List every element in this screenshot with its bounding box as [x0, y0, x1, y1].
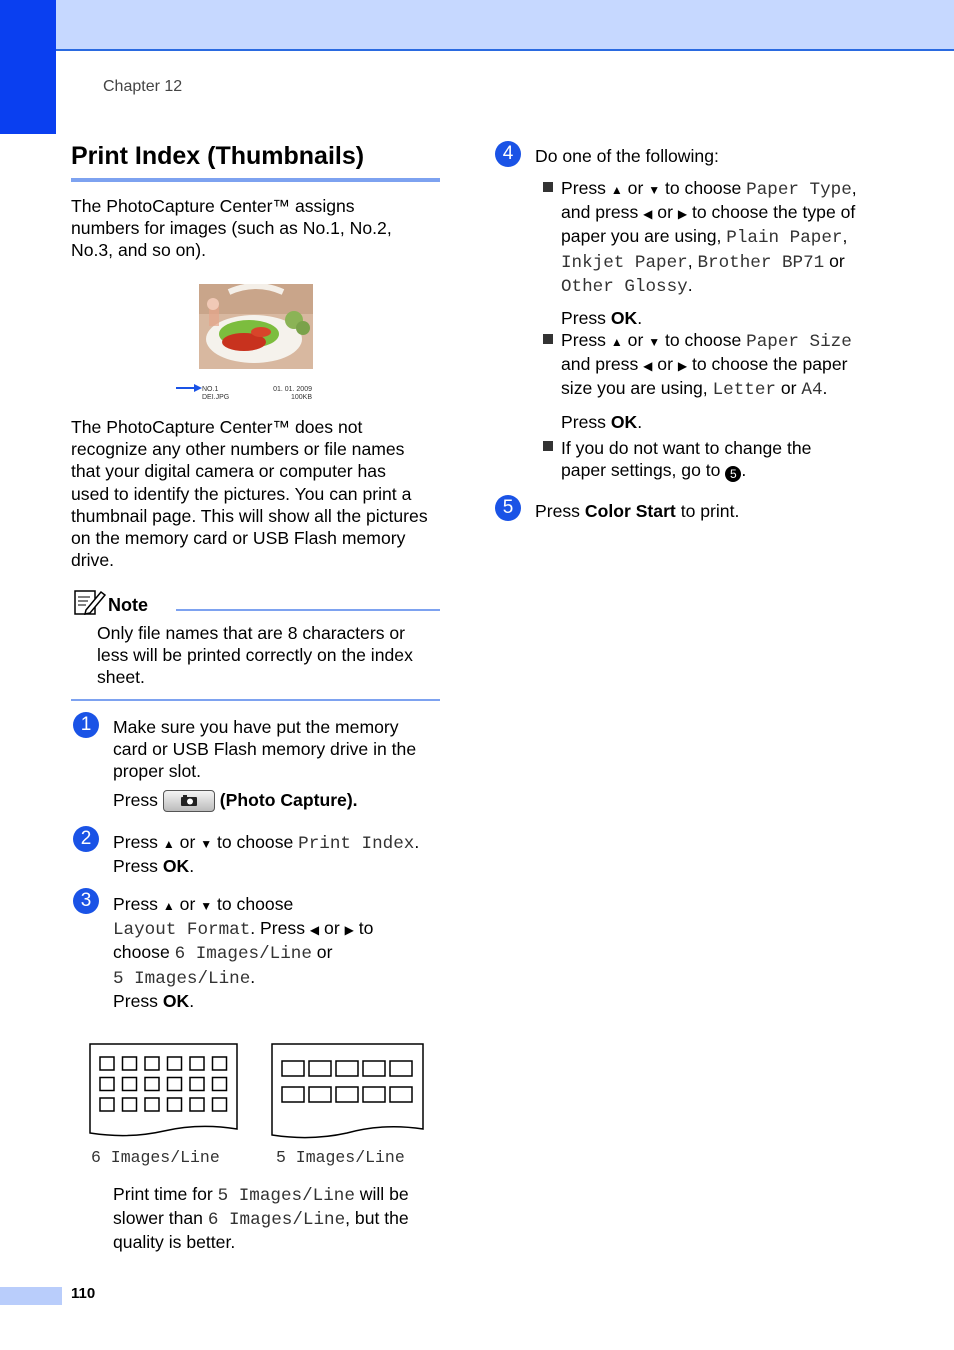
note-icon [74, 588, 106, 616]
chapter-tab [0, 0, 56, 134]
press-word: Press [113, 894, 158, 914]
thumb-filename: DEI.JPG [202, 394, 230, 401]
step-4-badge: 4 [495, 141, 521, 167]
layout-5-label: 5 Images/Line [276, 1148, 405, 1167]
step-3-line [113, 917, 443, 941]
camera-icon [180, 795, 198, 807]
step-3-line [113, 941, 443, 965]
step-2-badge: 2 [73, 826, 99, 852]
layout-5-diagram [271, 1043, 425, 1141]
print-time-line: quality is better. [113, 1232, 236, 1253]
bullet-line: Inkjet Paper, Brother BP71 or [561, 250, 845, 273]
left-arrow-icon: ◀ [309, 923, 320, 938]
step-3-line [113, 893, 443, 917]
bullet-paper-size [561, 329, 861, 433]
body-line: thumbnail page. This will show all the pictures [71, 505, 428, 526]
page-number: 110 [71, 1285, 96, 1302]
layout-6-diagram [89, 1043, 239, 1139]
option-a4: A4 [801, 380, 823, 401]
or-word: or [316, 942, 333, 963]
step-1-line: card or USB Flash memory drive in the [113, 739, 417, 760]
title-underline [71, 178, 440, 182]
menu-paper-size: Paper Size [746, 332, 852, 352]
step-3-line: 5 Images/Line. [113, 966, 256, 989]
step-2-ok-line: Press OK. [113, 856, 195, 877]
bullet-paper-type [561, 177, 861, 329]
note-line: Only file names that are 8 characters or [97, 623, 406, 643]
step-2-line: Press ▲ or ▼ to choose Print Index. [113, 832, 420, 854]
press-word: Press [113, 832, 158, 852]
text: to choose the paper [691, 354, 848, 375]
or-word: or [179, 894, 196, 914]
or-word: or [324, 918, 340, 939]
bullet-line [561, 329, 861, 353]
step-2-text [113, 831, 443, 877]
layout-6-label: 6 Images/Line [91, 1148, 220, 1167]
step-1-line: proper slot. [113, 761, 202, 782]
choose-word: choose [113, 942, 170, 963]
body-line: on the memory card or USB Flash memory [71, 528, 406, 549]
step-4-intro: Do one of the following: [535, 146, 719, 166]
text: to print. [680, 501, 740, 521]
or-word: or [627, 178, 644, 198]
thumb-date: 01. 01. 2009 [273, 386, 312, 393]
or-word: or [780, 378, 797, 399]
thumb-number: NO.1 [202, 386, 219, 393]
body-line: that your digital camera or computer has [71, 461, 386, 482]
section-title: Print Index (Thumbnails) [71, 142, 365, 170]
note-line: less will be printed correctly on the index [97, 645, 413, 666]
to-choose-word: to choose [664, 330, 742, 350]
press-word: Press [535, 501, 580, 521]
note-rule [176, 609, 440, 611]
press-word: Press [113, 789, 158, 810]
step-5-badge: 5 [495, 495, 521, 521]
option-5-images: 5 Images/Line [113, 968, 251, 989]
to-choose-word: to choose [664, 178, 742, 198]
text: paper you are using, [561, 226, 722, 247]
text: will be [359, 1184, 409, 1204]
photo-capture-button[interactable] [163, 790, 215, 812]
menu-paper-type: Paper Type [746, 180, 852, 200]
step-5-ref-icon: 5 [725, 466, 741, 482]
or-word: or [179, 832, 196, 852]
header-band [0, 0, 954, 51]
print-time-note [113, 1183, 443, 1254]
thumb-size: 100KB [290, 394, 312, 401]
and-press-word: and press [561, 202, 639, 223]
step-1-text [113, 716, 443, 812]
bullet-line: paper settings, go to 5 . [561, 460, 747, 482]
left-arrow-icon: ◀ [643, 359, 653, 374]
print-time-line [113, 1207, 443, 1231]
up-arrow-icon: ▲ [610, 183, 623, 197]
bullet-line: Other Glossy. [561, 274, 693, 297]
down-arrow-icon: ▼ [648, 183, 661, 197]
note-bottom-rule [71, 699, 440, 701]
or-word: or [627, 330, 644, 350]
thumb-caption-right [271, 386, 312, 402]
bullet-ok-line: Press OK. [561, 308, 643, 329]
to-choose-word: to choose [216, 832, 294, 852]
bullet-line: paper you are using, Plain Paper, [561, 226, 848, 249]
text: size you are using, [561, 378, 708, 399]
bullet-ok-line: Press OK. [561, 411, 643, 432]
bullet-icon [543, 441, 553, 451]
note-label: Note [108, 595, 148, 615]
text: to choose the type of [691, 202, 856, 223]
note-line: sheet. [97, 667, 145, 688]
or-word: or [657, 202, 673, 223]
bullet-icon [543, 182, 553, 192]
bullet-icon [543, 334, 553, 344]
text: , but the [345, 1208, 409, 1229]
right-arrow-icon: ▶ [677, 207, 688, 222]
up-arrow-icon: ▲ [162, 837, 175, 851]
note-text [97, 622, 442, 689]
or-word: or [829, 250, 845, 271]
down-arrow-icon: ▼ [200, 899, 213, 913]
step-1-press-line [113, 789, 443, 812]
and-press-word: and press [561, 354, 639, 375]
press-word: Press [113, 856, 158, 877]
menu-layout-format: Layout Format [113, 920, 251, 941]
bullet-skip [561, 437, 861, 482]
bullet-line: If you do not want to change the [561, 438, 812, 458]
body-paragraph [71, 416, 443, 571]
text: slower than [113, 1208, 203, 1229]
step-1-badge: 1 [73, 712, 99, 738]
ok-key-label: OK [610, 308, 638, 329]
option-5-images: 5 Images/Line [217, 1186, 355, 1206]
ok-key-label: OK [162, 990, 190, 1011]
step-3-badge: 3 [73, 888, 99, 914]
right-arrow-icon: ▶ [344, 923, 354, 938]
down-arrow-icon: ▼ [200, 837, 213, 851]
thumb-caption-left [202, 386, 229, 402]
print-time-line [113, 1183, 443, 1207]
body-line: recognize any other numbers or file names [71, 439, 405, 460]
step-1-line: Make sure you have put the memory [113, 717, 399, 737]
sample-photo [199, 284, 313, 369]
to-choose-word: to choose [216, 894, 294, 914]
option-letter: Letter [712, 380, 776, 401]
press-word: Press [561, 411, 606, 432]
intro-paragraph [71, 195, 441, 262]
press-word: Press [561, 178, 606, 198]
color-start-key-label: Color Start [584, 501, 676, 521]
press-word: . Press [250, 918, 306, 939]
option-other-glossy: Other Glossy [561, 276, 688, 297]
menu-print-index: Print Index [298, 834, 415, 854]
chapter-label: Chapter 12 [103, 78, 183, 95]
body-line: used to identify the pictures. You can print a [71, 483, 412, 504]
press-word: Press [561, 308, 606, 329]
text: paper settings, go to [561, 460, 721, 481]
option-6-images: 6 Images/Line [174, 944, 312, 965]
to-word: to [358, 918, 374, 939]
bullet-line [561, 201, 861, 225]
bullet-line [561, 353, 861, 377]
press-word: Press [561, 330, 606, 350]
step-5-text [535, 500, 739, 522]
intro-line: numbers for images (such as No.1, No.2, [71, 218, 392, 239]
photo-capture-label: (Photo Capture). [219, 789, 358, 810]
option-plain-paper: Plain Paper [726, 228, 843, 249]
bullet-line: Press ▲ or ▼ to choose Paper Type, [561, 178, 857, 200]
body-line: The PhotoCapture Center™ does not [71, 417, 363, 437]
step-3-text [113, 893, 443, 1012]
intro-line: No.3, and so on). [71, 240, 206, 261]
right-arrow-icon: ▶ [677, 359, 688, 374]
body-line: drive. [71, 550, 115, 571]
step-3-ok-line: Press OK. [113, 990, 195, 1011]
up-arrow-icon: ▲ [162, 899, 175, 913]
footer-tab [0, 1287, 62, 1305]
bullet-line: size you are using, Letter or A4. [561, 378, 828, 401]
left-arrow-icon: ◀ [643, 207, 653, 222]
ok-key-label: OK [162, 856, 190, 877]
arrow-icon [176, 384, 202, 392]
option-brother-bp71: Brother BP71 [697, 252, 825, 273]
press-word: Press [113, 990, 158, 1011]
option-6-images: 6 Images/Line [207, 1210, 346, 1231]
option-inkjet-paper: Inkjet Paper [561, 252, 688, 273]
text: Print time for [113, 1184, 213, 1204]
ok-key-label: OK [610, 411, 638, 432]
intro-line: The PhotoCapture Center™ assigns [71, 196, 355, 216]
down-arrow-icon: ▼ [648, 335, 661, 349]
or-word: or [657, 354, 673, 375]
up-arrow-icon: ▲ [610, 335, 623, 349]
